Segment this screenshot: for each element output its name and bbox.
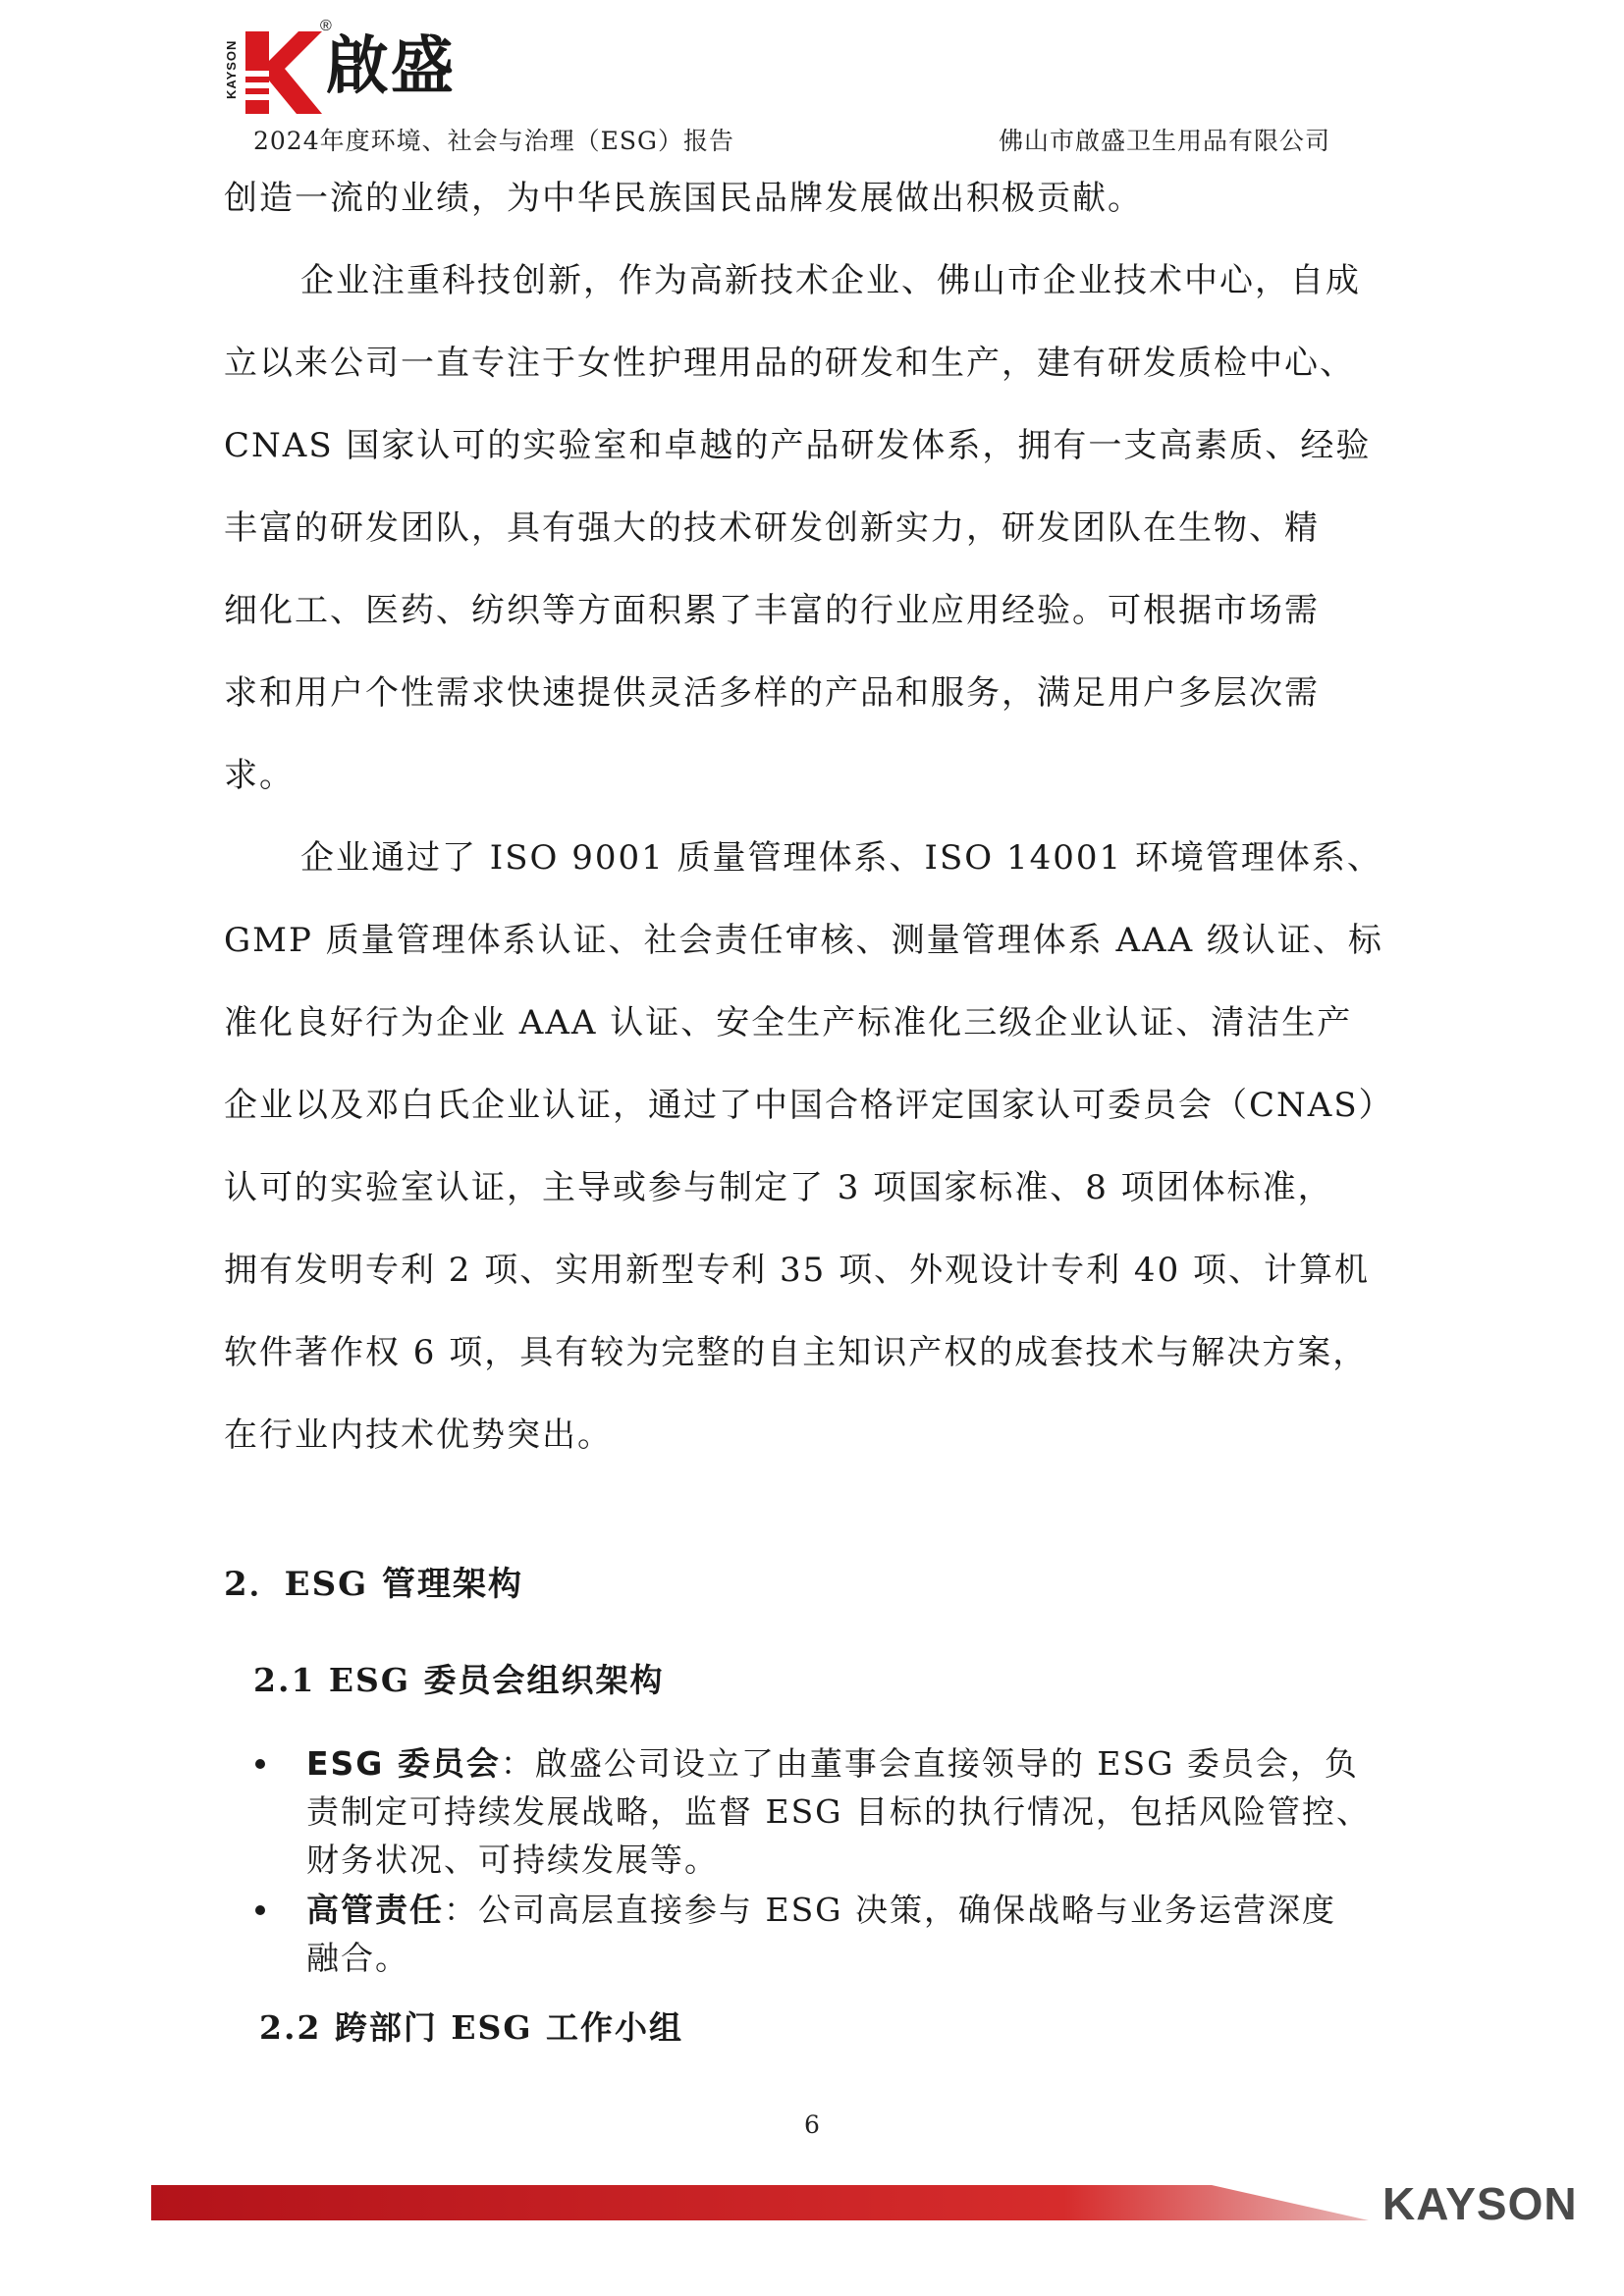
- paragraph-line: 认可的实验室认证，主导或参与制定了 3 项国家标准、8 项团体标准，: [224, 1168, 1333, 1207]
- paragraph-line: 企业以及邓白氏企业认证，通过了中国合格评定国家认可委员会（CNAS）: [224, 1086, 1394, 1125]
- paragraph-line: 准化良好行为企业 AAA 认证、安全生产标准化三级企业认证、清洁生产: [224, 1003, 1353, 1042]
- section-heading: 2．ESG 管理架构: [224, 1565, 523, 1604]
- paragraph-1: [224, 157, 1461, 240]
- bullet-icon: [255, 1905, 265, 1915]
- subsection-heading-2-1: 2.1 ESG 委员会组织架构: [253, 1661, 665, 1699]
- bullet-text: ：公司高层直接参与 ESG 决策，确保战略与业务运营深度: [444, 1891, 1337, 1929]
- footer-red-bar: [151, 2185, 1369, 2224]
- paragraph-line: 细化工、医药、纺织等方面积累了丰富的行业应用经验。可根据市场需: [224, 591, 1320, 630]
- logo-k-icon: [245, 31, 322, 114]
- logo-chinese-name: 啟盛: [326, 30, 456, 103]
- bullet-text: 财务状况、可持续发展等。: [306, 1841, 719, 1879]
- paragraph-line: GMP 质量管理体系认证、社会责任审核、测量管理体系 AAA 级认证、标: [224, 921, 1383, 960]
- subsection-heading-2-2: 2.2 跨部门 ESG 工作小组: [259, 2008, 684, 2047]
- header-report-title: 2024年度环境、社会与治理（ESG）报告: [253, 127, 734, 155]
- bullet-text: 责制定可持续发展战略，监督 ESG 目标的执行情况，包括风险管控、: [306, 1792, 1372, 1831]
- bullet-list: [245, 1739, 1473, 1984]
- paragraph-line: 软件著作权 6 项，具有较为完整的自主知识产权的成套技术与解决方案，: [224, 1333, 1369, 1372]
- bullet-label: ESG 委员会: [306, 1744, 501, 1783]
- paragraph-line: 企业通过了 ISO 9001 质量管理体系、ISO 14001 环境管理体系、: [300, 838, 1382, 878]
- paragraph-line: 在行业内技术优势突出。: [224, 1415, 613, 1455]
- company-logo: [224, 18, 479, 120]
- footer-brand-logo: KAYSON: [1382, 2178, 1578, 2229]
- paragraph-3: [224, 817, 1461, 1476]
- paragraph-line: 创造一流的业绩，为中华民族国民品牌发展做出积极贡献。: [224, 179, 1143, 218]
- paragraph-line: 立以来公司一直专注于女性护理用品的研发和生产，建有研发质检中心、: [224, 344, 1355, 383]
- paragraph-2: [224, 240, 1461, 817]
- paragraph-line: 求和用户个性需求快速提供灵活多样的产品和服务，满足用户多层次需: [224, 673, 1320, 713]
- page-number: 6: [804, 2110, 820, 2139]
- paragraph-line: 企业注重科技创新，作为高新技术企业、佛山市企业技术中心，自成: [300, 261, 1361, 300]
- paragraph-line: 拥有发明专利 2 项、实用新型专利 35 项、外观设计专利 40 项、计算机: [224, 1251, 1371, 1290]
- body-content: [224, 157, 1461, 1476]
- registered-mark: ®: [320, 18, 332, 34]
- paragraph-line: CNAS 国家认可的实验室和卓越的产品研发体系，拥有一支高素质、经验: [224, 426, 1372, 465]
- header-company-name: 佛山市啟盛卫生用品有限公司: [999, 127, 1331, 155]
- bullet-icon: [255, 1759, 265, 1769]
- list-item: [245, 1886, 1473, 1982]
- paragraph-line: 丰富的研发团队，具有强大的技术研发创新实力，研发团队在生物、精: [224, 508, 1320, 548]
- bullet-text: ：啟盛公司设立了由董事会直接领导的 ESG 委员会，负: [500, 1744, 1359, 1783]
- paragraph-line: 求。: [224, 756, 295, 795]
- bullet-text: 融合。: [306, 1939, 409, 1977]
- logo-vertical-text: KAYSON: [224, 39, 239, 100]
- bullet-label: 高管责任: [306, 1891, 444, 1929]
- list-item: [245, 1739, 1473, 1884]
